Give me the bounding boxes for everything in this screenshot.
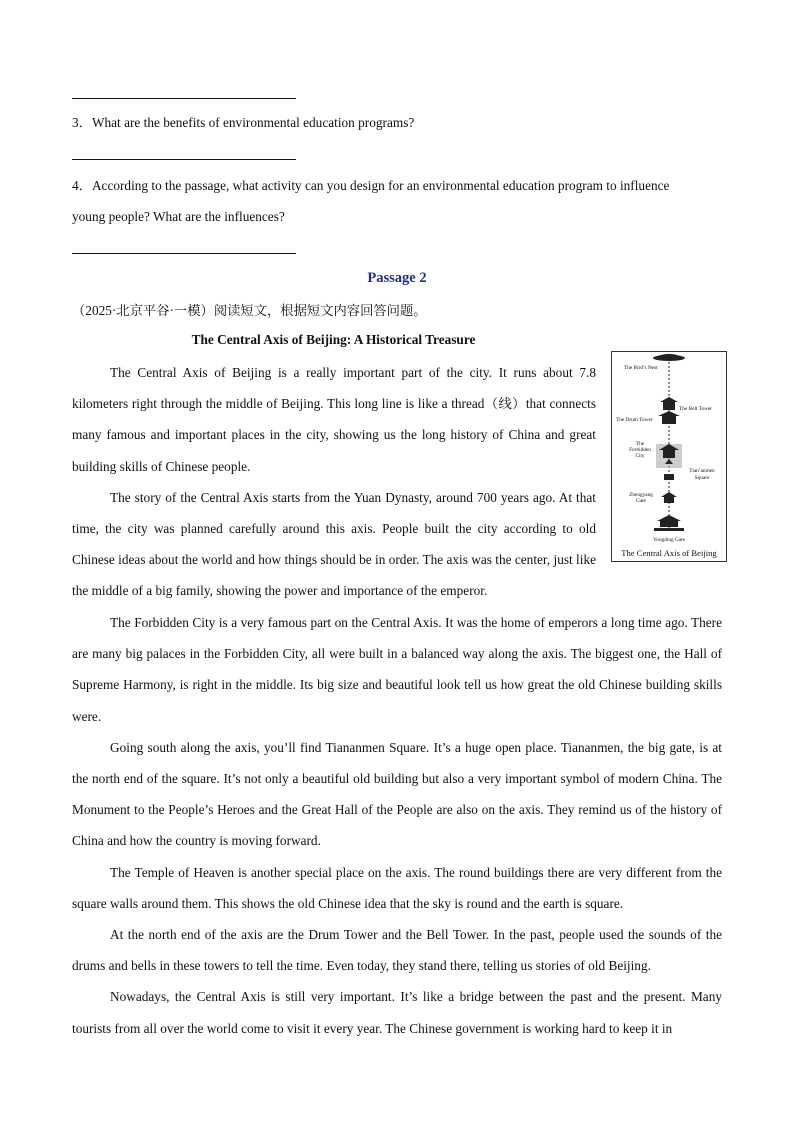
label-tiananmen-1: Tian’anmen <box>689 468 715 474</box>
label-forbidden-city-3: City <box>635 453 645 459</box>
answer-line-2 <box>72 98 296 99</box>
answer-line-3 <box>72 159 296 160</box>
question-3: 3．What are the benefits of environmental education programs? <box>72 115 415 130</box>
paragraph-1: The Central Axis of Beijing is a really important part of the city. It runs about 7.8 kilometers right through the middle of Beijing. This long line is like a thread（线）that connects many famous and important places in the city, showing us the long history of China and great building skills of Chinese people. <box>72 365 596 474</box>
figure-caption: The Central Axis of Beijing <box>621 548 717 558</box>
label-yongding-gate: Yongding Gate <box>653 537 685 543</box>
article-body-upper <box>72 357 596 607</box>
paragraph-7: Nowadays, the Central Axis is still very important. It’s like a bridge between the past and the present. Many tourists from all over the world come to visit it every year. The Chinese government is working hard to keep it in <box>72 989 722 1036</box>
passage-label: Passage 2 <box>367 270 427 286</box>
zhengyang-gate-icon <box>661 492 677 503</box>
paragraph-4: Going south along the axis, you’ll find Tiananmen Square. It’s a huge open place. Tiananmen, the big gate, is at the north end of the square. It’s not only a beautiful old building but also a very important symbol of modern China. The Monument to the People’s Heroes and the Great Hall of the People are also on the axis. They remind us of the history of China and how the country is moving forward. <box>72 739 722 849</box>
yongding-gate-icon <box>654 515 684 531</box>
question-4-line-2: young people? What are the influences? <box>72 209 285 224</box>
passage-source: （2025·北京平谷·一模）阅读短文，根据短文内容回答问题。 <box>72 303 427 318</box>
label-zhengyang-1: Zhengyang <box>629 492 653 498</box>
label-tiananmen-2: Square <box>694 475 710 481</box>
paragraph-5: The Temple of Heaven is another special place on the axis. The round buildings there are very different from the square walls around them. This shows the old Chinese idea that the sky is round and the earth is square. <box>72 864 722 911</box>
label-forbidden-city-1: The <box>635 441 645 447</box>
label-forbidden-city-2: Forbidden <box>629 447 651 453</box>
label-drum-tower: The Drum Tower <box>616 417 653 423</box>
drum-tower-icon <box>658 411 680 424</box>
forbidden-city-icon <box>656 444 682 468</box>
central-axis-figure <box>611 351 727 562</box>
tiananmen-icon <box>664 474 674 480</box>
paragraph-6: At the north end of the axis are the Drum Tower and the Bell Tower. In the past, people used the sounds of the drums and bells in these towers to tell the time. Even today, they stand there, telling us stories of old Beijing. <box>72 927 722 974</box>
article-title: The Central Axis of Beijing: A Historical Treasure <box>191 332 476 347</box>
article-body-lower <box>72 607 722 1044</box>
question-4-line-1: 4．According to the passage, what activity can you design for an environmental education program to influence <box>72 178 670 193</box>
label-zhengyang-2: Gate <box>636 498 646 504</box>
answer-line-4 <box>72 253 296 254</box>
paragraph-2: The story of the Central Axis starts from the Yuan Dynasty, around 700 years ago. At that time, the city was planned carefully around this axis. People built the city according to old Chinese ideas about the world and how things should be in order. The axis was the center, just like the middle of a big family, showing the power and importance of the emperor. <box>72 489 596 599</box>
bell-tower-icon <box>660 397 678 410</box>
label-birds-nest: The Bird’s Nest <box>624 365 658 371</box>
label-bell-tower: The Bell Tower <box>679 406 713 412</box>
birds-nest-icon <box>653 355 685 362</box>
paragraph-3: The Forbidden City is a very famous part on the Central Axis. It was the home of emperors a long time ago. There are many big palaces in the Forbidden City, all were built in a balanced way along the axis. The biggest one, the Hall of Supreme Harmony, is right in the middle. Its big size and beautiful look tell us how great the old Chinese building skills were. <box>72 615 722 724</box>
central-axis-diagram <box>612 352 726 561</box>
